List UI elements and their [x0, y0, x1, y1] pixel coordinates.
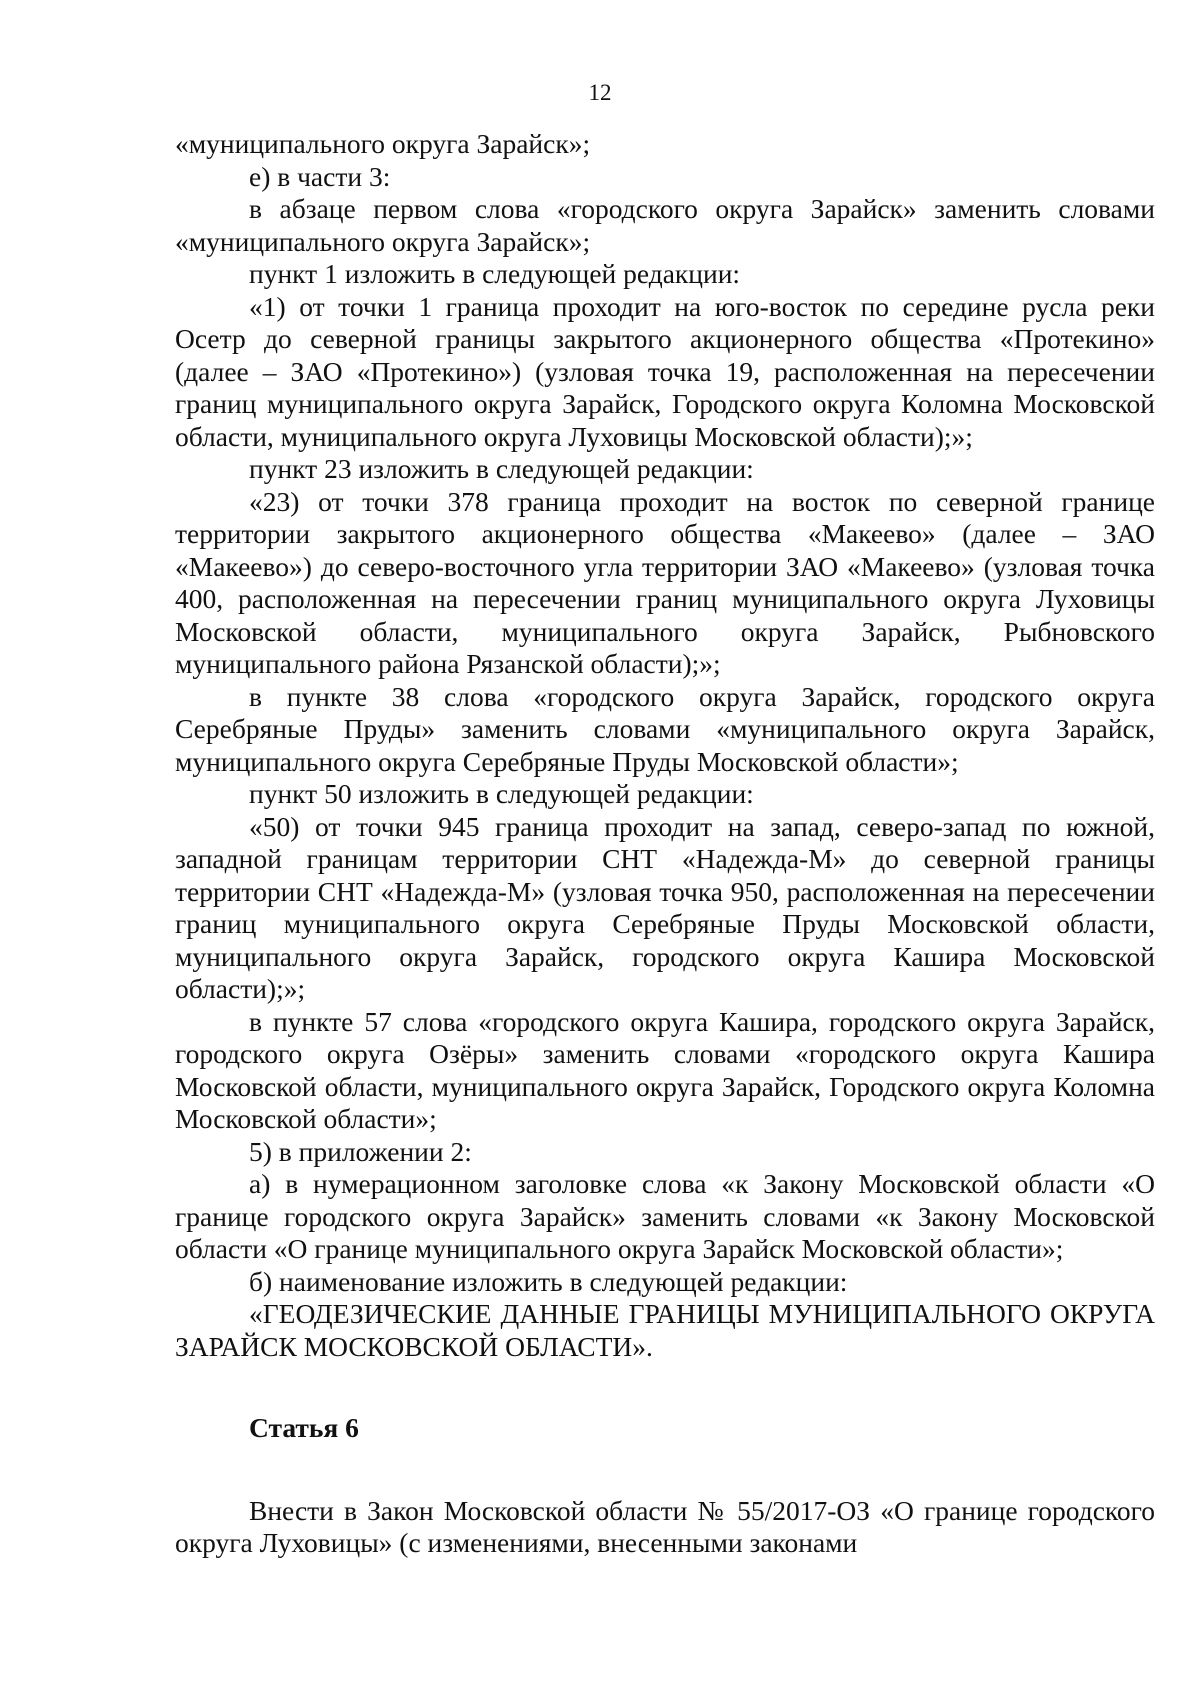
paragraph: 5) в приложении 2: — [249, 1135, 472, 1167]
paragraph: а) в нумерационном заголовке слова «к Закону Московской области «О границе городского округа Зарайск» заменить словами «к Закону Московской области «О границе муниципального округа Зарайск Московской области»; — [175, 1168, 1155, 1264]
paragraph: в пункте 57 слова «городского округа Кашира, городского округа Зарайск, городского округа Озёры» заменить словами «городского округа Кашира Московской области, муниципального округа Зарайск, Городского округа Коломна Московской области»; — [175, 1005, 1155, 1134]
paragraph: пункт 23 изложить в следующей редакции: — [249, 453, 754, 484]
paragraph: е) в части 3: — [249, 160, 391, 192]
document-body — [175, 128, 1155, 1560]
paragraph: «муниципального округа Зарайск»; — [175, 128, 591, 159]
page-number: 12 — [588, 80, 612, 105]
paragraph: пункт 50 изложить в следующей редакции: — [249, 778, 754, 809]
paragraph: в абзаце первом слова «городского округа Зарайск» заменить словами «муниципального округа Зарайск»; — [175, 193, 1155, 257]
paragraph: б) наименование изложить в следующей редакции: — [249, 1265, 848, 1297]
article-paragraph: Внести в Закон Московской области № 55/2017-ОЗ «О границе городского округа Луховицы» (с изменениями, внесенными законами — [175, 1494, 1155, 1558]
paragraph: в пункте 38 слова «городского округа Зарайск, городского округа Серебряные Пруды» заменить словами «муниципального округа Зарайск, муниципального округа Серебряные Пруды Московской области»; — [175, 680, 1155, 777]
paragraph: «ГЕОДЕЗИЧЕСКИЕ ДАННЫЕ ГРАНИЦЫ МУНИЦИПАЛЬНОГО ОКРУГА ЗАРАЙСК МОСКОВСКОЙ ОБЛАСТИ». — [175, 1298, 1155, 1362]
paragraph: пункт 1 изложить в следующей редакции: — [249, 258, 741, 289]
article-heading: Статья 6 — [249, 1412, 359, 1443]
paragraph: «1) от точки 1 граница проходит на юго-восток по середине русла реки Осетр до северной границы закрытого акционерного общества «Протекино» (далее – ЗАО «Протекино») (узловая точка 19, расположенная на пересечении границ муниципального округа Зарайск, Городского округа Коломна Московской области, муниципального округа Луховицы Московской области);»; — [175, 290, 1155, 452]
paragraph: «50) от точки 945 граница проходит на запад, северо-запад по южной, западной границам территории СНТ «Надежда-М» до северной границы территории СНТ «Надежда-М» (узловая точка 950, расположенная на пересечении границ муниципального округа Серебряные Пруды Московской области, муниципального округа Зарайск, городского округа Кашира Московской области);»; — [175, 810, 1155, 1004]
paragraph: «23) от точки 378 граница проходит на восток по северной границе территории закрытого акционерного общества «Макеево» (далее – ЗАО «Макеево») до северо-восточного угла территории ЗАО «Макеево» (узловая точка 400, расположенная на пересечении границ муниципального округа Луховицы Московской области, муниципального округа Зарайск, Рыбновского муниципального района Рязанской области);»; — [175, 485, 1155, 679]
